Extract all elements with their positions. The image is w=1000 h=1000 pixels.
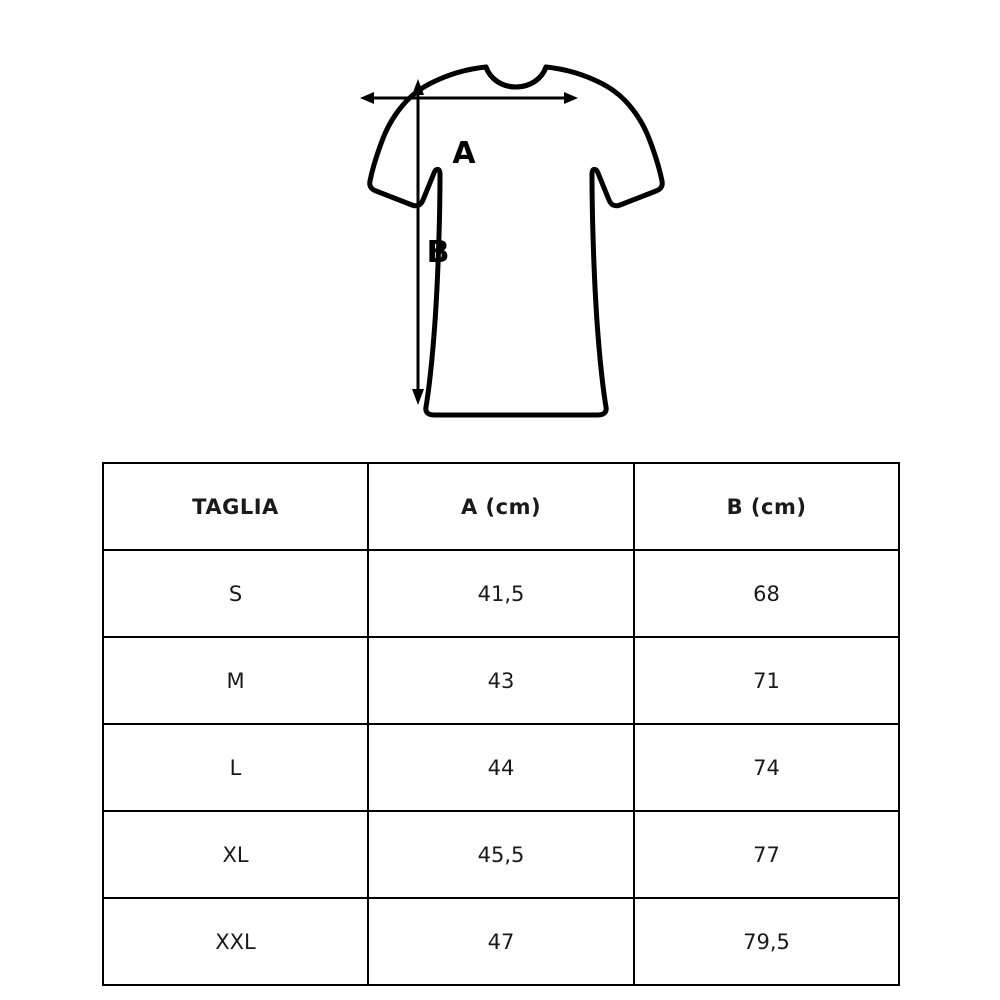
cell-size: M <box>103 637 368 724</box>
width-label: A <box>452 136 476 171</box>
tshirt-illustration-svg <box>290 55 710 445</box>
table-row <box>103 898 899 985</box>
cell-b: 77 <box>634 811 899 898</box>
table-header-row <box>103 463 899 550</box>
cell-size: L <box>103 724 368 811</box>
size-table-container <box>102 462 898 986</box>
column-header-size: TAGLIA <box>103 463 368 550</box>
cell-a: 44 <box>368 724 634 811</box>
cell-a: 43 <box>368 637 634 724</box>
table-row <box>103 637 899 724</box>
cell-b: 71 <box>634 637 899 724</box>
cell-size: XXL <box>103 898 368 985</box>
column-header-b: B (cm) <box>634 463 899 550</box>
cell-a: 47 <box>368 898 634 985</box>
size-table <box>102 462 900 986</box>
cell-size: XL <box>103 811 368 898</box>
table-row <box>103 550 899 637</box>
cell-b: 68 <box>634 550 899 637</box>
tshirt-diagram <box>0 55 1000 455</box>
cell-b: 74 <box>634 724 899 811</box>
table-row <box>103 724 899 811</box>
cell-a: 45,5 <box>368 811 634 898</box>
cell-size: S <box>103 550 368 637</box>
length-label: B <box>426 235 450 270</box>
cell-a: 41,5 <box>368 550 634 637</box>
table-row <box>103 811 899 898</box>
cell-b: 79,5 <box>634 898 899 985</box>
column-header-a: A (cm) <box>368 463 634 550</box>
tshirt-outline <box>370 67 663 415</box>
